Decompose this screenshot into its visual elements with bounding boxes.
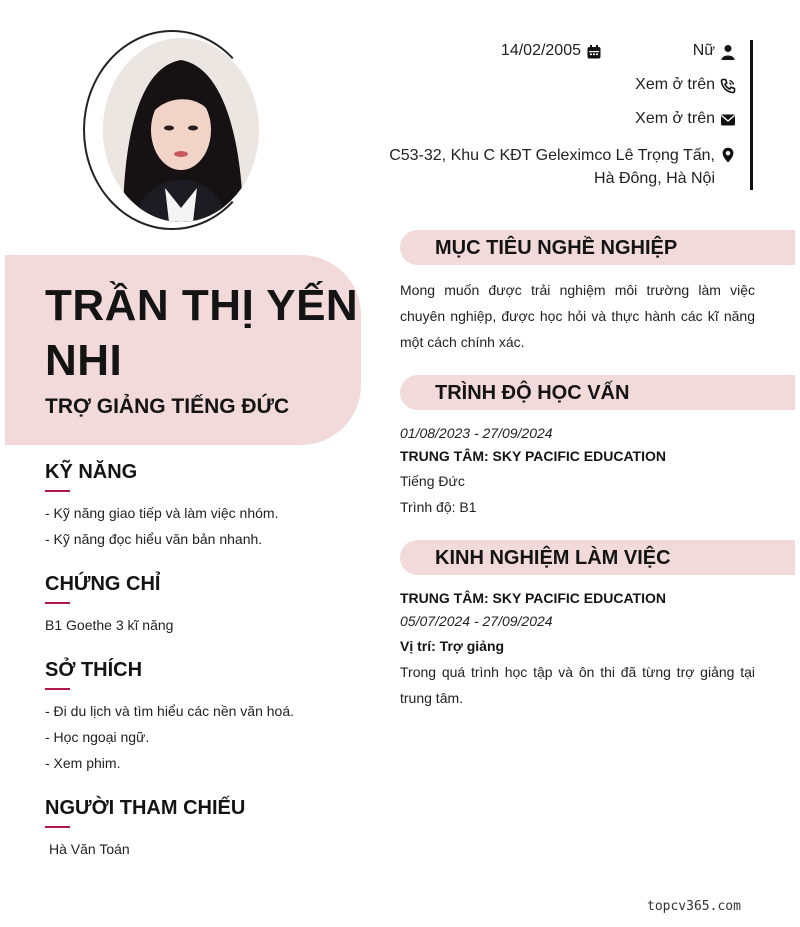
person-icon: [720, 44, 736, 60]
objective-text: Mong muốn được trải nghiệm môi trường làm việc chuyên nghiệp, được học hỏi và thực hành các kĩ năng một cách chính xác.: [400, 282, 755, 350]
job-title: TRỢ GIẢNG TIẾNG ĐỨC: [45, 395, 290, 418]
skill-item: - Kỹ năng giao tiếp và làm việc nhóm.: [45, 505, 279, 521]
hobbies-title: SỞ THÍCH: [45, 659, 143, 681]
email-text: Xem ở trên: [635, 110, 715, 127]
education-date: 01/08/2023 - 27/09/2024: [400, 425, 553, 441]
address-line-2: Hà Đông, Hà Nội: [594, 170, 715, 187]
experience-date: 05/07/2024 - 27/09/2024: [400, 613, 553, 629]
experience-position: Vị trí: Trợ giảng: [400, 638, 505, 654]
hobbies-list: [45, 698, 294, 776]
references-list: [49, 836, 130, 862]
birthdate-text: 14/02/2005: [500, 42, 581, 59]
address-line-1: C53-32, Khu C KĐT Geleximco Lê Trọng Tấn,: [389, 147, 715, 164]
education-details: [400, 468, 477, 520]
objective-title: MỤC TIÊU NGHỀ NGHIỆP: [435, 237, 678, 259]
envelope-icon: [720, 112, 736, 128]
education-level: Trình độ: B1: [400, 499, 477, 515]
certificates-underline: [45, 602, 70, 604]
skills-title: KỸ NĂNG: [45, 461, 138, 483]
education-school: TRUNG TÂM: SKY PACIFIC EDUCATION: [400, 448, 666, 464]
certificates-title: CHỨNG CHỈ: [45, 573, 161, 595]
certificate-item: B1 Goethe 3 kĩ năng: [45, 617, 174, 633]
hobby-item: - Đi du lịch và tìm hiểu các nền văn hoá.: [45, 703, 295, 719]
phone-text: Xem ở trên: [635, 76, 715, 93]
contact-divider: [750, 40, 753, 190]
education-major: Tiếng Đức: [400, 473, 465, 489]
experience-description: Trong quá trình học tập và ôn thi đã từng trợ giảng tại trung tâm.: [400, 664, 755, 706]
calendar-icon: [586, 44, 602, 60]
address-text: [380, 144, 715, 190]
skills-underline: [45, 490, 70, 492]
full-name: TRẦN THỊ YẾN NHI: [45, 281, 359, 385]
references-title: NGƯỜI THAM CHIẾU: [45, 797, 246, 819]
gender-text: Nữ: [692, 42, 715, 59]
hobbies-underline: [45, 688, 70, 690]
experience-company: TRUNG TÂM: SKY PACIFIC EDUCATION: [400, 590, 666, 606]
education-title: TRÌNH ĐỘ HỌC VẤN: [435, 382, 630, 404]
certificates-list: [45, 612, 173, 638]
experience-title: KINH NGHIỆM LÀM VIỆC: [435, 547, 671, 569]
reference-item: Hà Văn Toán: [49, 841, 130, 857]
footer-brand: topcv365.com: [647, 899, 741, 914]
skill-item: - Kỹ năng đọc hiểu văn bản nhanh.: [45, 531, 263, 547]
phone-icon: [720, 78, 736, 94]
profile-photo: [103, 38, 259, 222]
skills-list: [45, 500, 278, 552]
references-underline: [45, 826, 70, 828]
hobby-item: - Xem phim.: [45, 755, 121, 771]
map-pin-icon: [720, 147, 736, 163]
hobby-item: - Học ngoại ngữ.: [45, 729, 150, 745]
